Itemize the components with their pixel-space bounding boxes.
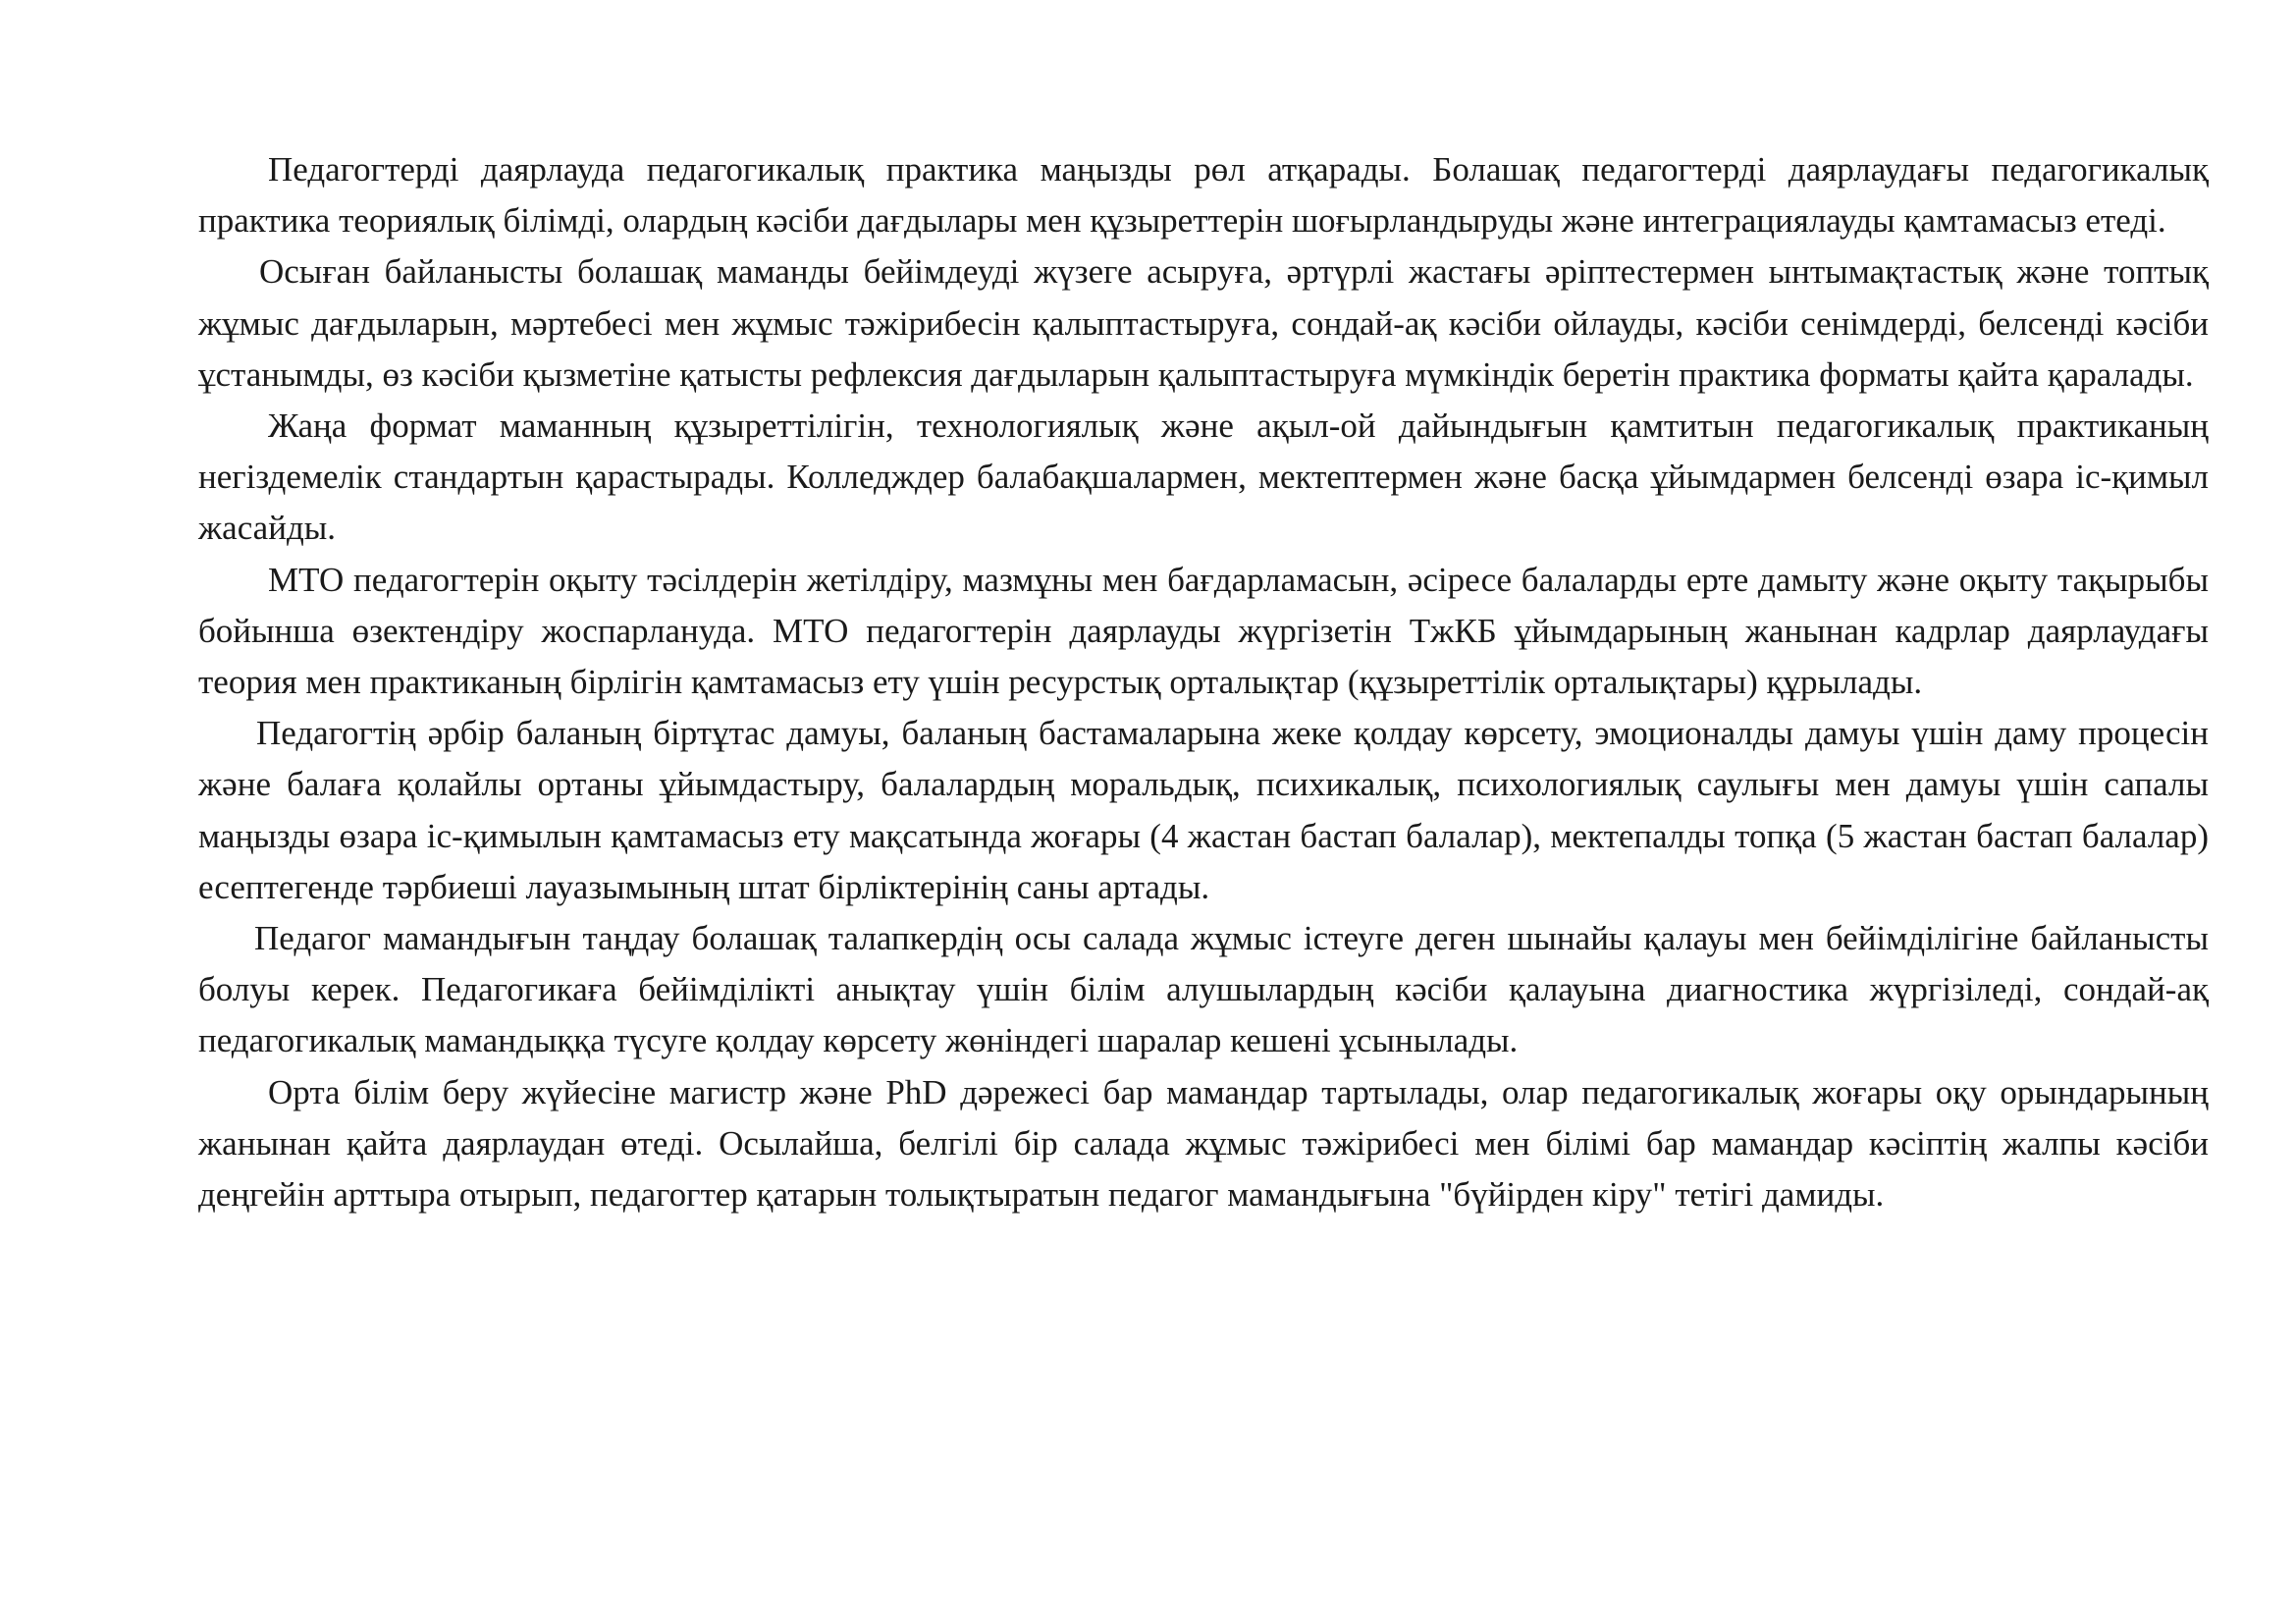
paragraph-3: Жаңа формат маманның құзыреттілігін, технологиялық және ақыл-ой дайындығын қамтитын педагогикалық практиканың негіздемелік стандартын қарастырады. Колледждер балабақшалармен, мектептермен және басқа ұйымдармен белсенді өзара іс-қимыл жасайды. (198, 406, 2209, 548)
paragraph-5: Педагогтің әрбір баланың біртұтас дамуы, баланың бастамаларына жеке қолдау көрсету, эмоционалды дамуы үшін даму процесін және балаға қолайлы ортаны ұйымдастыру, балалардың моральдық, психикалық, психологиялық саулығы мен дамуы үшін сапалы маңызды өзара іс-қимылын қамтамасыз ету мақсатында жоғары (4 жастан бастап балалар), мектепалды топқа (5 жастан бастап балалар) есептегенде тәрбиеші лауазымының штат бірліктерінің саны артады. (198, 714, 2209, 906)
paragraph-6: Педагог мамандығын таңдау болашақ талапкердің осы салада жұмыс істеуге деген шынайы қалауы мен бейімділігіне байланысты болуы керек. Педагогикаға бейімділікті анықтау үшін білім алушылардың кәсіби қалауына диагностика жүргізіледі, сондай-ақ педагогикалық мамандыққа түсуге қолдау көрсету жөніндегі шаралар кешені ұсынылады. (198, 919, 2209, 1060)
paragraph-2: Осыған байланысты болашақ маманды бейімдеуді жүзеге асыруға, әртүрлі жастағы әріптестермен ынтымақтастық және топтық жұмыс дағдыларын, мәртебесі мен жұмыс тәжірибесін қалыптастыруға, сондай-ақ кәсіби ойлауды, кәсіби сенімдерді, белсенді кәсіби ұстанымды, өз кәсіби қызметіне қатысты рефлексия дағдыларын қалыптастыруға мүмкіндік беретін практика форматы қайта қаралады. (198, 252, 2209, 394)
paragraph-4: МТО педагогтерін оқыту тәсілдерін жетілдіру, мазмұны мен бағдарламасын, әсіресе балаларды ерте дамыту және оқыту тақырыбы бойынша өзектендіру жоспарлануда. МТО педагогтерін даярлауды жүргізетін ТжКБ ұйымдарының жанынан кадрлар даярлаудағы теория мен практиканың бірлігін қамтамасыз ету үшін ресурстық орталықтар (құзыреттілік орталықтары) құрылады. (198, 560, 2209, 702)
paragraph-1: Педагогтерді даярлауда педагогикалық практика маңызды рөл атқарады. Болашақ педагогтерді даярлаудағы педагогикалық практика теориялық білімді, олардың кәсіби дағдылары мен құзыреттерін шоғырландыруды және интеграциялауды қамтамасыз етеді. (198, 150, 2209, 241)
document-body (198, 144, 2209, 1220)
paragraph-7: Орта білім беру жүйесіне магистр және PhD дәрежесі бар мамандар тартылады, олар педагогикалық жоғары оқу орындарының жанынан қайта даярлаудан өтеді. Осылайша, белгілі бір салада жұмыс тәжірибесі мен білімі бар мамандар кәсіптің жалпы кәсіби деңгейін арттыра отырып, педагогтер қатарын толықтыратын педагог мамандығына "бүйірден кіру" тетігі дамиды. (198, 1072, 2209, 1215)
